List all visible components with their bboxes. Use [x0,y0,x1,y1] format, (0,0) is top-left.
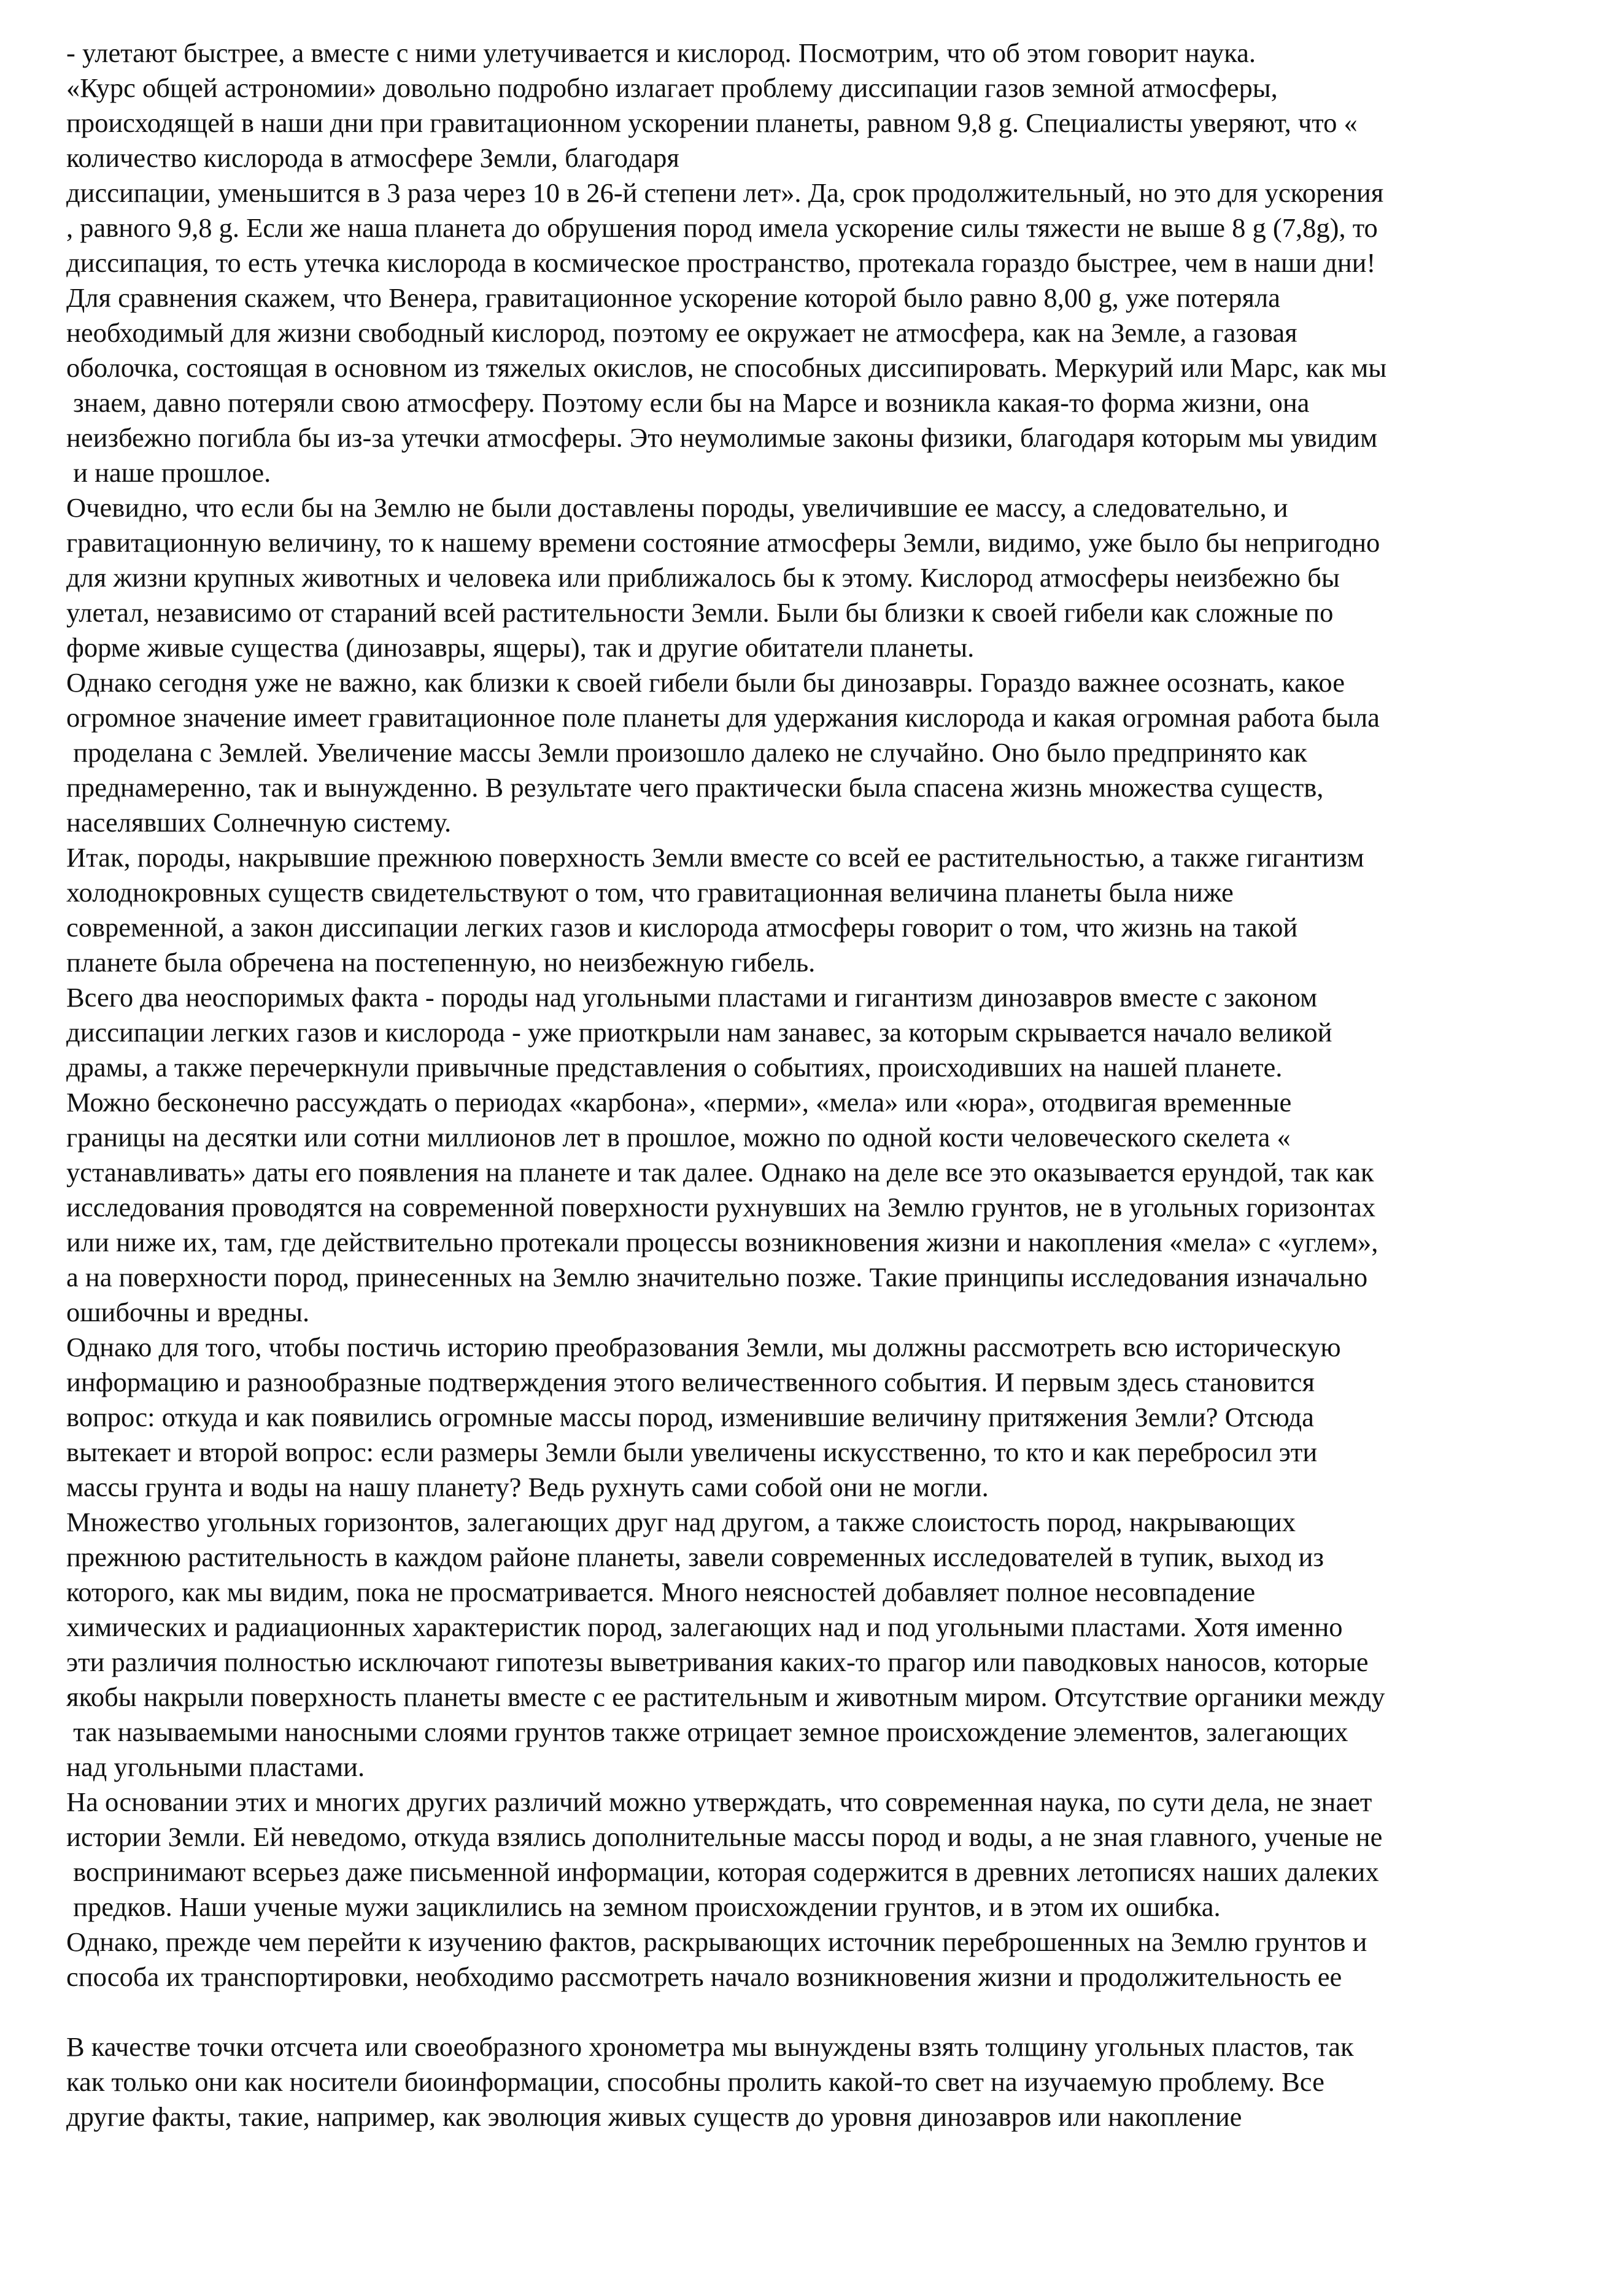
text-line: способа их транспортировки, необходимо рассмотреть начало возникновения жизни и продолжительность ее [66,1961,1342,1992]
text-line: диссипации легких газов и кислорода - уже приоткрыли нам занавес, за которым скрывается начало великой [66,1017,1332,1048]
text-line: В качестве точки отсчета или своеобразного хронометра мы вынуждены взять толщину угольных пластов, так [66,2031,1354,2062]
text-line: населявших Солнечную систему. [66,807,452,838]
text-line: массы грунта и воды на нашу планету? Ведь рухнуть сами собой они не могли. [66,1472,989,1502]
text-line: Однако сегодня уже не важно, как близки к своей гибели были бы динозавры. Гораздо важнее осознать, какое [66,667,1345,698]
text-line: знаем, давно потеряли свою атмосферу. Поэтому если бы на Марсе и возникла какая-то форма жизни, она [66,387,1310,418]
text-line: улетал, независимо от стараний всей растительности Земли. Были бы близки к своей гибели как сложные по [66,597,1334,628]
text-line: предков. Наши ученые мужи зациклились на земном происхождении грунтов, и в этом их ошибка. [66,1891,1221,1922]
text-line: «Курс общей астрономии» довольно подробно излагает проблему диссипации газов земной атмосферы, [66,72,1278,103]
text-line: эти различия полностью исключают гипотезы выветривания каких-то прагор или паводковых наносов, которые [66,1647,1369,1677]
text-line: проделана с Землей. Увеличение массы Земли произошло далеко не случайно. Оно было предпринято как [66,737,1307,768]
text-line: планете была обречена на постепенную, но неизбежную гибель. [66,947,816,978]
text-line: которого, как мы видим, пока не просматривается. Много неясностей добавляет полное несовпадение [66,1577,1256,1607]
paragraph-gap [66,1995,1582,2029]
text-line: современной, а закон диссипации легких газов и кислорода атмосферы говорит о том, что жизнь на такой [66,912,1298,943]
text-line: вытекает и второй вопрос: если размеры Земли были увеличены искусственно, то кто и как перебросил эти [66,1437,1318,1467]
text-line: или ниже их, там, где действительно протекали процессы возникновения жизни и накопления «мела» с «углем», [66,1227,1378,1257]
text-line: химических и радиационных характеристик пород, залегающих над и под угольными пластами. Хотя именно [66,1612,1343,1642]
text-line: диссипация, то есть утечка кислорода в космическое пространство, протекала гораздо быстрее, чем в наши дни! [66,247,1376,278]
text-line: и наше прошлое. [66,457,271,488]
text-line: Для сравнения скажем, что Венера, гравитационное ускорение которой было равно 8,00 g, уже потеряла [66,282,1280,313]
text-line: огромное значение имеет гравитационное поле планеты для удержания кислорода и какая огромная работа была [66,702,1380,733]
text-line: информацию и разнообразные подтверждения этого величественного события. И первым здесь становится [66,1367,1315,1397]
text-line: Итак, породы, накрывшие прежнюю поверхность Земли вместе со всей ее растительностью, а также гигантизм [66,842,1364,873]
text-line: воспринимают всерьез даже письменной информации, которая содержится в древних летописях наших далеких [66,1856,1379,1887]
text-line: необходимый для жизни свободный кислород, поэтому ее окружает не атмосфера, как на Земле, а газовая [66,317,1297,348]
text-line: неизбежно погибла бы из-за утечки атмосферы. Это неумолимые законы физики, благодаря которым мы увидим [66,422,1378,453]
text-line: Всего два неоспоримых факта - породы над угольными пластами и гигантизм динозавров вместе с законом [66,982,1318,1013]
text-line: холоднокровных существ свидетельствуют о том, что гравитационная величина планеты была ниже [66,877,1234,908]
text-line: прежнюю растительность в каждом районе планеты, завели современных исследователей в тупик, выход из [66,1542,1324,1572]
text-line: количество кислорода в атмосфере Земли, благодаря [66,142,679,173]
document-page [66,36,1582,2134]
text-line: - улетают быстрее, а вместе с ними улетучивается и кислород. Посмотрим, что об этом говорит наука. [66,37,1256,68]
text-line: для жизни крупных животных и человека или приближалось бы к этому. Кислород атмосферы неизбежно бы [66,562,1340,593]
text-line: так называемыми наносными слоями грунтов также отрицает земное происхождение элементов, залегающих [66,1717,1348,1747]
text-line: Очевидно, что если бы на Землю не были доставлены породы, увеличившие ее массу, а следовательно, и [66,492,1288,523]
text-line: вопрос: откуда и как появились огромные массы пород, изменившие величину притяжения Земли? Отсюда [66,1402,1314,1432]
text-line: форме живые существа (динозавры, ящеры), так и другие обитатели планеты. [66,632,975,663]
text-line: Однако для того, чтобы постичь историю преобразования Земли, мы должны рассмотреть всю историческую [66,1332,1341,1362]
text-line: границы на десятки или сотни миллионов лет в прошлое, можно по одной кости человеческого скелета « [66,1122,1291,1153]
text-line: преднамеренно, так и вынужденно. В результате чего практически была спасена жизнь множества существ, [66,772,1324,803]
text-line: Однако, прежде чем перейти к изучению фактов, раскрывающих источник переброшенных на Землю грунтов и [66,1926,1367,1957]
text-line: истории Земли. Ей неведомо, откуда взялись дополнительные массы пород и воды, а не зная главного, ученые не [66,1821,1383,1852]
text-block-final [66,2029,1582,2134]
text-line: якобы накрыли поверхность планеты вместе с ее растительным и животным миром. Отсутствие органики между [66,1682,1385,1712]
text-line: а на поверхности пород, принесенных на Землю значительно позже. Такие принципы исследования изначально [66,1262,1368,1292]
text-line: происходящей в наши дни при гравитационном ускорении планеты, равном 9,8 g. Специалисты уверяют, что « [66,107,1358,138]
text-line: исследования проводятся на современной поверхности рухнувших на Землю грунтов, не в угольных горизонтах [66,1192,1376,1222]
text-block-main [66,36,1582,1995]
text-line: диссипации, уменьшится в 3 раза через 10 в 26-й степени лет». Да, срок продолжительный, но это для ускорения [66,177,1384,208]
text-line: другие факты, такие, например, как эволюция живых существ до уровня динозавров или накопление [66,2101,1242,2132]
text-line: гравитационную величину, то к нашему времени состояние атмосферы Земли, видимо, уже было бы непригодно [66,527,1380,558]
text-line: На основании этих и многих других различий можно утверждать, что современная наука, по сути дела, не знает [66,1786,1372,1817]
text-line: над угольными пластами. [66,1751,365,1782]
text-line: драмы, а также перечеркнули привычные представления о событиях, происходивших на нашей планете. [66,1052,1283,1083]
text-line: Множество угольных горизонтов, залегающих друг над другом, а также слоистость пород, накрывающих [66,1507,1296,1537]
text-line: , равного 9,8 g. Если же наша планета до обрушения пород имела ускорение силы тяжести не выше 8 g (7,8g), то [66,212,1378,243]
text-line: ошибочны и вредны. [66,1297,310,1327]
text-line: Можно бесконечно рассуждать о периодах «карбона», «перми», «мела» или «юра», отодвигая временные [66,1087,1292,1118]
text-line: как только они как носители биоинформации, способны пролить какой-то свет на изучаемую проблему. Все [66,2066,1324,2097]
text-line: оболочка, состоящая в основном из тяжелых окислов, не способных диссипировать. Меркурий или Марс, как мы [66,352,1387,383]
text-line: устанавливать» даты его появления на планете и так далее. Однако на деле все это оказывается ерундой, так как [66,1157,1374,1188]
